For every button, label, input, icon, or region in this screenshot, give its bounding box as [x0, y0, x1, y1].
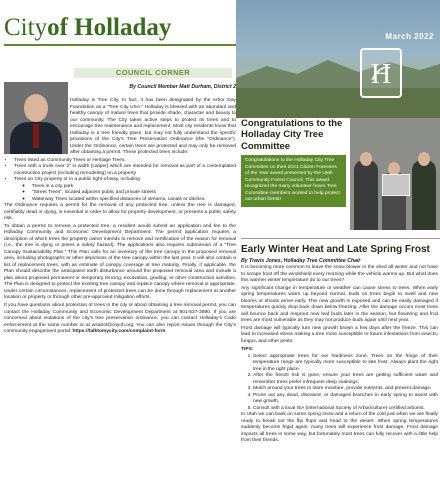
congrats-sidebar [241, 118, 346, 218]
public-trees-sublist [14, 184, 236, 204]
council-byline: By Council Member Matt Durham, District 2 [129, 84, 236, 90]
congrats-title: Congratulations to the Holladay City Tree Committee [241, 118, 343, 152]
masthead-landscape-photo [236, 0, 440, 118]
article-title: Early Winter Heat and Late Spring Frost [241, 244, 430, 255]
svg-text:H: H [370, 59, 392, 90]
tip-item: 2. After the freeze risk is gone, ensure your trees are getting sufficient water and remember trees prefer infrequent deep soakings. [253, 373, 438, 386]
council-article [4, 98, 236, 337]
protected-list-item: • Trees listed as Community Trees or Heritage Trees. [14, 158, 236, 165]
section-divider [241, 238, 440, 239]
photo-person [354, 160, 378, 230]
article-closing: In Utah we can bank on some spring snow and a return of the cold just when we are finally ready to break out the flip flops and head to the desert. When spring temperatures suddenly become frigid again, many trees will experience frost damage. Frost damage impacts all trees in some way, but fortunately most trees can fully recover with a little help from their friends. [241, 412, 438, 444]
tip-item: 3. Mulch around your trees to store moisture, provide nutrients, and prevent damage. [253, 386, 438, 393]
article-paragraph: It is becoming more common to leave the snow blower in the shed all winter and not have to scrape frost off the windshield every morning while the vehicle warms up. But what does this warmer winter temperature do to our trees? [241, 265, 438, 284]
foreground-ground [236, 88, 440, 118]
award-plaque [382, 174, 410, 196]
council-paragraph: The Ordinance requires a permit for the removal of any protected tree, unless the tree is damaged, certifiably dead or dying, is essential in order to allow for property development, or presents a public safety risk. [4, 203, 236, 222]
protected-trees-list [4, 158, 236, 204]
tip-item: 5. Consult with a local ISA (International Society of Arboriculture) certified arborist. [253, 406, 438, 413]
protected-list-item [14, 177, 236, 203]
title-city-suffix: of Holladay [47, 14, 172, 41]
protected-list-item: • Trees with a trunk over 2” in width [caliper] which are intended for removal as part of a contemplated construction project (including remodeling) on a property [14, 164, 236, 177]
article-byline: By Travis Jones, Holladay Tree Committee Chair [241, 258, 361, 264]
council-corner-heading: COUNCIL CORNER [74, 68, 232, 78]
council-paragraph [4, 303, 236, 336]
council-paragraph: To obtain a permit to remove a protected tree, a resident would submit an application and fee to the Holladay Community and Economic Development Department. The permit application requires a description of which trees the property owner intends to remove and certification of the reason for removal (i.e., the tree is dying or poses a safety hazard). The applications also requires submission of a “Tree Canopy Sustainability Plan.” This Plan calls for an inventory of the tree canopy in the proposed removal area, including photographs or other depictions of the tree canopy within the last year. It will also contain a list of replacement trees, with an estimate of canopy coverage at tree maturity. Finally, if applicable, the Plan should describe the anticipated earth disturbance around the proposed removal area and include a plan about proposed permanent or temporary fencing, excavation, grading, or other construction activities. The Plan is designed to protect the existing tree canopy and replace canopy where removal is appropriate. Under certain circumstances, replacement of protected trees can be done through replacement at another location or property or through other pre-approved mitigation efforts. [4, 223, 236, 301]
congrats-body: Congratulations to the Holladay City Tree Committee on their 2021 Citizen Foresters of the Year award presented by the Utah Community Forest Council. This award recognized the many volunteer hours Tree Committee members worked to help protect our urban forest! [241, 155, 346, 207]
newsletter-title [4, 14, 171, 42]
council-contact-text: If you have questions about protection of trees in the city or about obtaining a tree removal permit, you can contact the Holladay Community and Economic Development Department at 801-527-3890. If you are concerned about violations of the city’s tree preservation ordinance, you can contact Holladay’s Code enforcement at the same number or at wsabol@cityoh.org. You can also report issues through the City’s community engagement portal: [4, 302, 236, 335]
article-paragraph: Frost damage will typically turn new growth brown a few days after the freeze. This can lead to increased stress making a tree more susceptible to future infestations from insects, fungus, and other pests. [241, 325, 438, 344]
photo-person [412, 160, 436, 230]
photo-person-head [418, 152, 430, 166]
article-paragraph: Any significant change in temperature or weather can cause stress to trees. When early spring temperatures warm up beyond normal, buds on trees begin to swell and new blooms or shoots arrive early. This new growth is exposed and can be easily damaged if temperatures quickly drop back down below freezing. After the damage occurs most trees will bounce back and resprout new leaf buds later in the season, but flowering and fruit trees are most vulnerable as they may not produce buds again until next year. [241, 285, 438, 324]
tip-item: 4. Prune out any dead, diseased, or damaged branches in early spring to assist with new growth. [253, 393, 438, 406]
title-underline [4, 44, 236, 46]
title-city-prefix: City [4, 14, 48, 41]
sublist-item: ◦ “Street Trees”, located adjacent public and private streets [32, 190, 236, 197]
photo-person-head [360, 152, 372, 166]
city-logo-mark [362, 50, 400, 96]
tree-committee-photo [350, 118, 440, 230]
sublist-item: ◦ Trees in a city park [32, 184, 236, 191]
mountain-ridge [236, 50, 440, 90]
council-paragraph: Holladay is Tree City. In fact, it has been designated by the Arbor Day Foundation as a “Tree City USA.” Holladay is blessed with an abundant and healthy canopy of mature trees that provide shade, character and beauty to our community. The City takes active steps to protect its trees and to encourage tree maintenance and replacement. Most city residents know that Holladay is a tree friendly place, but may not fully understand the specific provisions of the City’s Tree Preservation Ordinance (the “Ordinance”). Under the Ordinance, certain trees are protected and may only be removed after obtaining a permit. These protected trees include: [70, 98, 236, 156]
complaint-form-link[interactable]: https://talktomycity.com/complaint-form [72, 329, 166, 335]
sublist-item: ◦ Waterway Trees located within specified distances of streams, canals or ditches. [32, 197, 236, 204]
tips-list [241, 354, 438, 413]
frost-article [241, 265, 438, 446]
tips-heading: TIPS: [241, 347, 254, 353]
city-logo [360, 48, 402, 98]
issue-date: March 2022 [385, 32, 434, 41]
protected-list-item-text: Trees on City property or in a public right-of-way, including [14, 177, 140, 183]
tip-item: 1. Select appropriate trees for our hardiness zone. Trees on the fringe of their temperature range are typically more susceptible to late frost. Always plant the right tree in the right place. [253, 354, 438, 374]
